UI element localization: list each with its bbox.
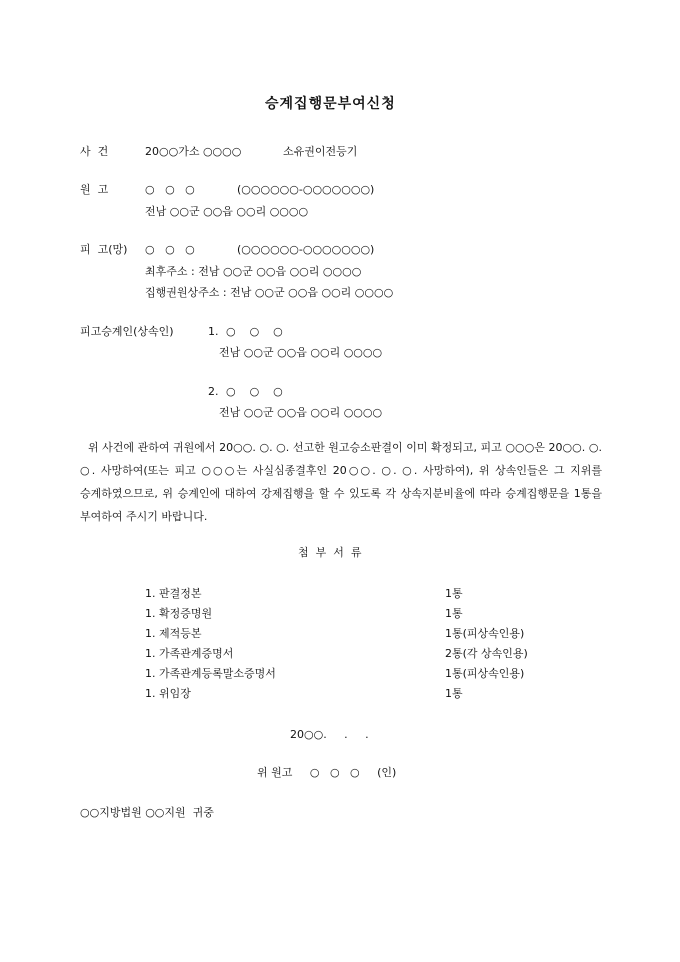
request-body: 위 사건에 관하여 귀원에서 20○○. ○. ○. 선고한 원고승소판결이 이미 확정되고, 피고 ○○○은 20○○. ○. ○. 사망하여(또는 피고 ○○○는 사실심종결후인 20○○. ○. ○. 사망하여), 위 상속인들은 그 지위를 승계하였으므로, 위 승계인에 대하여 강제집행을 할 수 있도록 각 상속지분비율에 따라 승계집행문을 1통을 부여하여 주시기 바랍니다. (80, 441, 602, 523)
document-title: 승계집행문부여신청 (265, 96, 396, 112)
case-number: 20○○가소 ○○○○ (145, 145, 242, 158)
plaintiff-id: (○○○○○○-○○○○○○○) (237, 183, 375, 196)
signature-line: 위 원고 ○ ○ ○ (인) (257, 766, 397, 779)
defendant-execution-address: 집행권원상주소 : 전남 ○○군 ○○읍 ○○리 ○○○○ (145, 286, 394, 299)
defendant-name: ○ ○ ○ (145, 243, 195, 256)
attachment-name: 1. 제적등본 (145, 627, 202, 640)
successors-label: 피고승계인(상속인) (80, 325, 174, 338)
successor-address: 전남 ○○군 ○○읍 ○○리 ○○○○ (219, 406, 383, 419)
attachment-name: 1. 확정증명원 (145, 607, 213, 620)
plaintiff-address: 전남 ○○군 ○○읍 ○○리 ○○○○ (145, 205, 309, 218)
successor-number: 2. (208, 385, 219, 398)
attachment-qty: 2통(각 상속인용) (445, 647, 528, 660)
defendant-id: (○○○○○○-○○○○○○○) (237, 243, 375, 256)
filing-date: 20○○. . . (290, 728, 369, 741)
attachment-name: 1. 위임장 (145, 687, 191, 700)
case-label: 사 건 (80, 145, 109, 158)
successor-name: ○ ○ ○ (226, 325, 283, 338)
plaintiff-name: ○ ○ ○ (145, 183, 195, 196)
attachment-name: 1. 가족관계증명서 (145, 647, 234, 660)
attachments-heading: 첨 부 서 류 (298, 546, 362, 559)
defendant-last-address: 최후주소 : 전남 ○○군 ○○읍 ○○리 ○○○○ (145, 265, 362, 278)
attachment-qty: 1통 (445, 587, 463, 600)
court-addressee: ○○지방법원 ○○지원 귀중 (80, 806, 214, 819)
successor-address: 전남 ○○군 ○○읍 ○○리 ○○○○ (219, 346, 383, 359)
attachment-name: 1. 가족관계등록말소증명서 (145, 667, 276, 680)
attachment-qty: 1통(피상속인용) (445, 627, 525, 640)
defendant-label: 피 고(망) (80, 243, 128, 256)
plaintiff-label: 원 고 (80, 183, 109, 196)
attachment-qty: 1통(피상속인용) (445, 667, 525, 680)
successor-number: 1. (208, 325, 219, 338)
attachment-qty: 1통 (445, 607, 463, 620)
attachment-name: 1. 판결정본 (145, 587, 202, 600)
successor-name: ○ ○ ○ (226, 385, 283, 398)
case-name: 소유권이전등기 (283, 145, 358, 158)
attachment-qty: 1통 (445, 687, 463, 700)
